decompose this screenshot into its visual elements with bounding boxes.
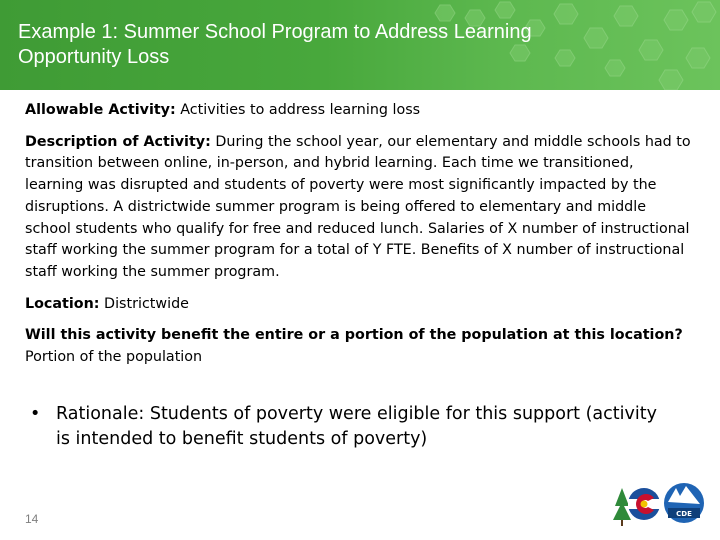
question-label: Will this activity benefit the entire or a portion of the population at this location? [25, 327, 683, 344]
slide-title: Example 1: Summer School Program to Address Learning Opportunity Loss [18, 21, 532, 68]
rationale-text: Rationale: Students of poverty were eligible for this support (activity is intended to benefit students of poverty) [56, 404, 657, 449]
description-paragraph [25, 132, 695, 284]
colorado-flag-logo-icon [612, 480, 666, 530]
allowable-activity-paragraph [25, 100, 695, 122]
allowable-activity-text: Activities to address learning loss [175, 102, 421, 118]
cde-logo-icon [660, 478, 708, 528]
description-text: During the school year, our elementary and middle schools had to transition between online, in-person, and hybrid learning. Each time we transitioned, learning was disrupted and students of poverty were most significantly impacted by the disruptions. A districtwide summer program is being offered to elementary and middle school students who qualify for free and reduced lunch. Salaries of X number of instructional staff working the summer program for a total of Y FTE. Benefits of X number of instructional staff working the summer program. [25, 133, 691, 280]
bullet-mark: • [30, 404, 41, 424]
rationale-bullet [30, 402, 670, 452]
description-label: Description of Activity: [25, 133, 211, 150]
question-paragraph [25, 325, 695, 368]
cde-logo-text: CDE [676, 510, 692, 518]
page-number: 14 [25, 512, 39, 526]
title-banner [0, 0, 720, 90]
location-paragraph [25, 294, 695, 316]
question-text: Portion of the population [25, 349, 203, 366]
location-text: Districtwide [99, 295, 189, 312]
location-label: Location: [25, 295, 100, 312]
slide-body [25, 100, 695, 379]
allowable-activity-label: Allowable Activity: [25, 102, 176, 118]
